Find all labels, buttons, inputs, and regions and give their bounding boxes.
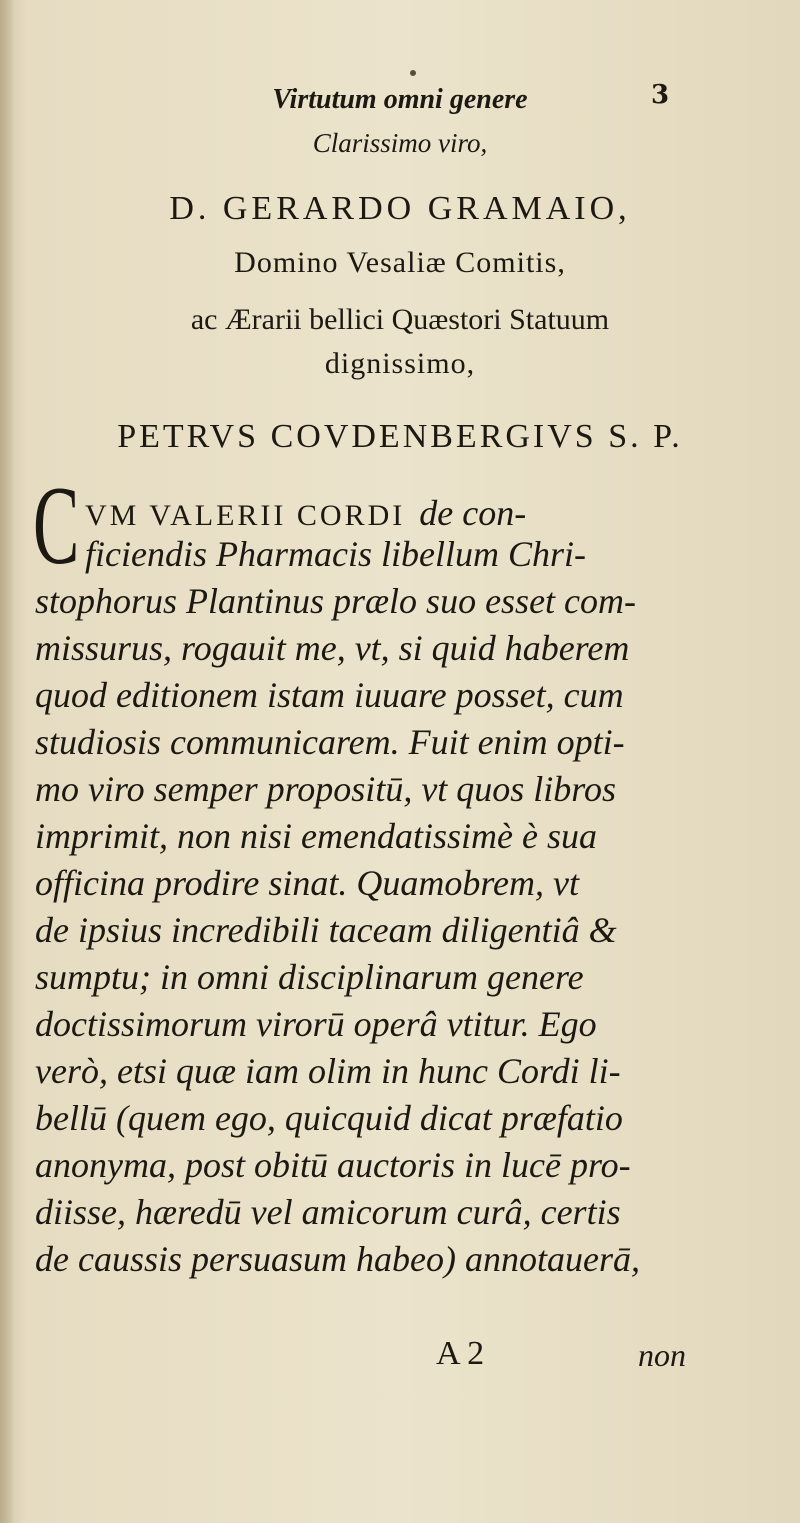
body-line: sumptu; in omni disciplinarum genere bbox=[35, 957, 584, 997]
dedicatee-title-2: ac Ærarii bellici Quæstori Statuum bbox=[190, 303, 610, 336]
first-line-italic: de con- bbox=[419, 493, 527, 533]
body-line: anonyma, post obitū auctoris in lucē pro- bbox=[35, 1145, 631, 1185]
body-line: diisse, hæredū vel amicorum curâ, certis bbox=[35, 1192, 621, 1232]
body-line: doctissimorum virorū operâ vtitur. Ego bbox=[35, 1004, 597, 1044]
dedicatee-name: D. GERARDO GRAMAIO, bbox=[169, 190, 631, 227]
catchword: non bbox=[638, 1337, 686, 1373]
drop-initial: C bbox=[33, 464, 80, 588]
body-line: mo viro semper propositū, vt quos libros bbox=[35, 769, 616, 809]
body-line: imprimit, non nisi emendatissimè è sua bbox=[35, 816, 597, 856]
signature-mark: A 2 bbox=[436, 1335, 485, 1372]
dedicatee-title-3: dignissimo, bbox=[324, 347, 476, 380]
body-line: stophorus Plantinus prælo suo esset com- bbox=[35, 581, 637, 621]
body-line: bellū (quem ego, quicquid dicat præfatio bbox=[35, 1098, 623, 1138]
body-line: de ipsius incredibili taceam diligentiâ & bbox=[35, 910, 617, 950]
author-heading: PETRVS COVDENBERGIVS S. P. bbox=[117, 418, 683, 455]
dedication-line-2: Clarissimo viro, bbox=[312, 128, 488, 158]
body-line: de caussis persuasum habeo) annotauerā, bbox=[35, 1239, 640, 1279]
body-line: missurus, rogauit me, vt, si quid haberem bbox=[35, 628, 630, 668]
dedicatee-title-1: Domino Vesaliæ Comitis, bbox=[234, 246, 566, 279]
body-line: studiosis communicarem. Fuit enim opti- bbox=[35, 722, 625, 762]
page-mark: 3 bbox=[651, 80, 670, 110]
body-first-line bbox=[85, 492, 526, 534]
first-line-caps: VM VALERII CORDI bbox=[85, 499, 406, 532]
body-line: officina prodire sinat. Quamobrem, vt bbox=[35, 863, 579, 903]
page-edge-shadow bbox=[0, 0, 14, 1523]
dedication-line-1: Virtutum omni genere bbox=[272, 84, 528, 115]
body-line: quod editionem istam iuuare posset, cum bbox=[35, 675, 624, 715]
body-line: verò, etsi quæ iam olim in hunc Cordi li- bbox=[35, 1051, 621, 1091]
ink-spot bbox=[410, 70, 416, 76]
body-line: ficiendis Pharmacis libellum Chri- bbox=[85, 534, 586, 574]
